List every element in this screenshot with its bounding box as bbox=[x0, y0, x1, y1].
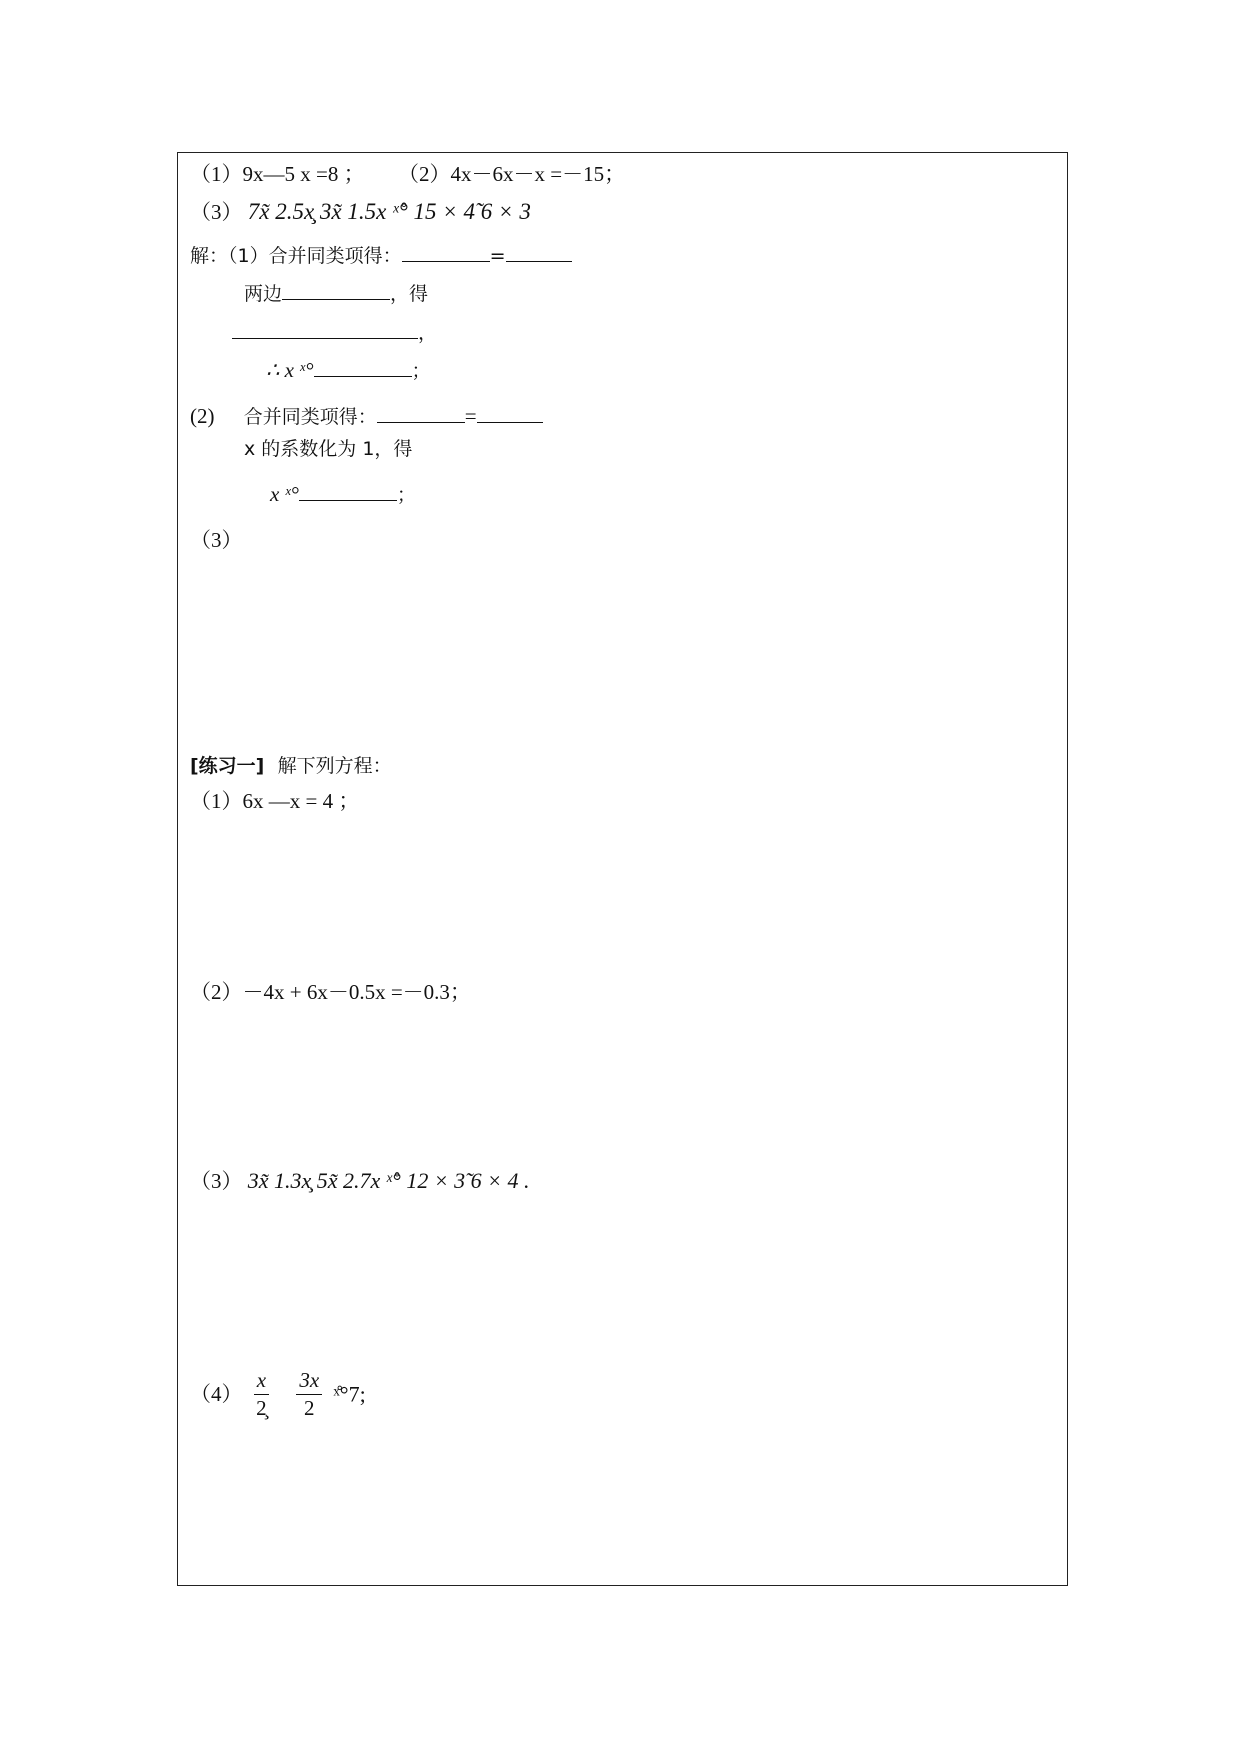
solution-1-intro: 解：（1）合并同类项得： bbox=[190, 245, 402, 267]
solution-3-label: （3） bbox=[190, 528, 243, 552]
practice-question-2: （2）－4x + 6x－0.5x =－0.3； bbox=[190, 980, 471, 1004]
solution-1-both-sides-line bbox=[244, 279, 428, 304]
practice-question-4-tail: ˣ̊°7; bbox=[333, 1381, 366, 1407]
solution-1-equals: = bbox=[489, 245, 506, 267]
practice-heading bbox=[190, 755, 392, 776]
solution-2-combine-label: 合并同类项得： bbox=[243, 406, 377, 428]
solution-1-combine-line bbox=[190, 241, 572, 266]
fraction-2-denominator: 2 bbox=[303, 1396, 315, 1420]
fraction-2-bar bbox=[296, 1394, 322, 1395]
solution-1-step-blank[interactable] bbox=[232, 318, 418, 339]
solution-1-semicolon: ； bbox=[411, 360, 431, 382]
solution-1-blank-right[interactable] bbox=[506, 241, 572, 262]
solution-2-label: (2) bbox=[190, 404, 215, 428]
solution-2-result-blank[interactable] bbox=[299, 480, 397, 501]
example-equation-2: （2）4x－6x－x =－15； bbox=[398, 162, 626, 186]
fraction-2-numerator: 3x bbox=[299, 1368, 320, 1392]
practice-question-3-label: （3） bbox=[190, 1169, 243, 1193]
practice-question-3 bbox=[190, 1170, 530, 1192]
solution-2-semicolon: ； bbox=[396, 484, 416, 506]
solution-2-blank-left[interactable] bbox=[377, 402, 465, 423]
example-equation-3 bbox=[190, 200, 531, 223]
solution-1-blank-left[interactable] bbox=[402, 241, 490, 262]
fraction-1-numerator: x bbox=[256, 1368, 267, 1392]
solution-1-step-comma: ， bbox=[418, 322, 438, 344]
solution-2-coefficient-line: x 的系数化为 1，得 bbox=[244, 438, 413, 460]
solution-1-therefore: ∴ x ˣ° bbox=[266, 358, 314, 382]
example-equation-3-expression: 7x̃ 2.5x̧ 3x̃ 1.5x ˣ̊° 15 × 4̃ 6 × 3 bbox=[247, 199, 531, 224]
solution-2-result-line bbox=[270, 480, 416, 505]
practice-question-4 bbox=[190, 1370, 366, 1419]
solution-2-equals: = bbox=[464, 404, 477, 428]
practice-question-4-fraction-2 bbox=[296, 1370, 322, 1419]
solution-2-blank-right[interactable] bbox=[477, 402, 543, 423]
practice-question-4-fraction-1 bbox=[254, 1370, 269, 1419]
practice-title: [练习一] bbox=[190, 755, 265, 777]
practice-question-4-label: （4） bbox=[190, 1382, 243, 1406]
practice-question-3-expression: 3x̃ 1.3x̧ 5x̃ 2.7x ˣ̊° 12 × 3̃ 6 × 4 . bbox=[247, 1168, 530, 1193]
practice-instruction: 解下列方程： bbox=[277, 755, 392, 777]
solution-1-step-line bbox=[232, 318, 437, 343]
solution-1-both-sides-label: 两边 bbox=[244, 283, 283, 305]
solution-1-both-sides-blank[interactable] bbox=[282, 279, 390, 300]
fraction-1-denominator: 2̧ bbox=[256, 1396, 267, 1420]
practice-question-1: （1）6x —x = 4 ； bbox=[190, 789, 360, 813]
example-equation-1: （1）9x—5 x =8 ； bbox=[190, 162, 365, 186]
fraction-1-bar bbox=[254, 1394, 269, 1395]
example-equation-3-label: （3） bbox=[190, 200, 243, 224]
solution-2-result-label: x ˣ° bbox=[270, 482, 299, 506]
solution-1-result-blank[interactable] bbox=[314, 356, 412, 377]
solution-2-combine-line bbox=[190, 402, 543, 427]
solution-1-get-label: ，得 bbox=[390, 283, 429, 305]
solution-1-result-line bbox=[266, 356, 431, 381]
